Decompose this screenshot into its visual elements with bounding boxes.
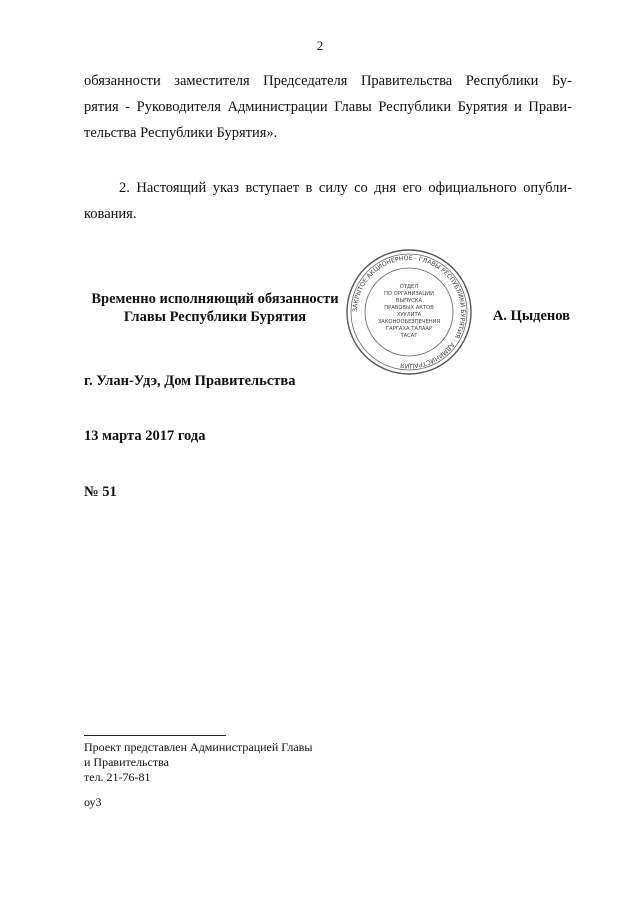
- seal-center-line: ГАРГАХА ТАЛААР: [385, 326, 433, 332]
- seal-center-line: ТАСАГ: [400, 333, 418, 339]
- paragraph-2-line: 2. Настоящий указ вступает в силу со дня его официального опубли-: [119, 180, 572, 196]
- paragraph-2: [84, 175, 572, 227]
- seal-center-line: ЗАКОНООБЕЗПЕЧЕНИЯ: [377, 319, 441, 325]
- footnote-line-2: и Правительства: [84, 755, 169, 769]
- footnote-divider: [84, 735, 226, 736]
- paragraph-2-line: кования.: [84, 206, 137, 222]
- seal-ring-text: ЗАКРЫТОЕ АКЦИОНЕРНОЕ · ГЛАВЫ РЕСПУБЛИКИ БУРЯТИЯ · АДМИНИСТРАЦИЯ: [351, 254, 467, 370]
- seal-center-line: ВЫПУСКА: [395, 298, 423, 304]
- footnote-line-1: Проект представлен Администрацией Главы: [84, 740, 313, 754]
- paragraph-1: [84, 68, 572, 146]
- footnote: [84, 740, 312, 785]
- document-code: оу3: [84, 795, 102, 809]
- seal-center-line: ОТДЕЛ: [399, 284, 419, 290]
- signatory-title-line-2: Главы Республики Бурятия: [123, 309, 307, 325]
- seal-center-line: ПО ОРГАНИЗАЦИИ: [383, 291, 435, 297]
- signatory-title-line-1: Временно исполняющий обязанности: [91, 291, 339, 307]
- official-seal-stamp: [345, 248, 473, 376]
- signatory-title: [84, 290, 346, 326]
- page-number: 2: [316, 38, 324, 53]
- place-of-signing: г. Улан-Удэ, Дом Правительства: [84, 373, 296, 389]
- paragraph-1-line: обязанности заместителя Председателя Правительства Республики Бу-: [84, 73, 572, 89]
- footnote-line-3: тел. 21-76-81: [84, 770, 151, 784]
- seal-center-line: ПРАВОВЫХ АКТОВ: [384, 305, 434, 311]
- document-number: № 51: [84, 484, 117, 500]
- signatory-name: А. Цыденов: [492, 308, 570, 324]
- paragraph-1-line: рятия - Руководителя Администрации Главы Республики Бурятия и Прави-: [84, 99, 572, 115]
- paragraph-1-line: тельства Республики Бурятия».: [84, 125, 278, 141]
- seal-center-line: ХУУЛИТА: [396, 312, 422, 318]
- document-date: 13 марта 2017 года: [84, 428, 206, 444]
